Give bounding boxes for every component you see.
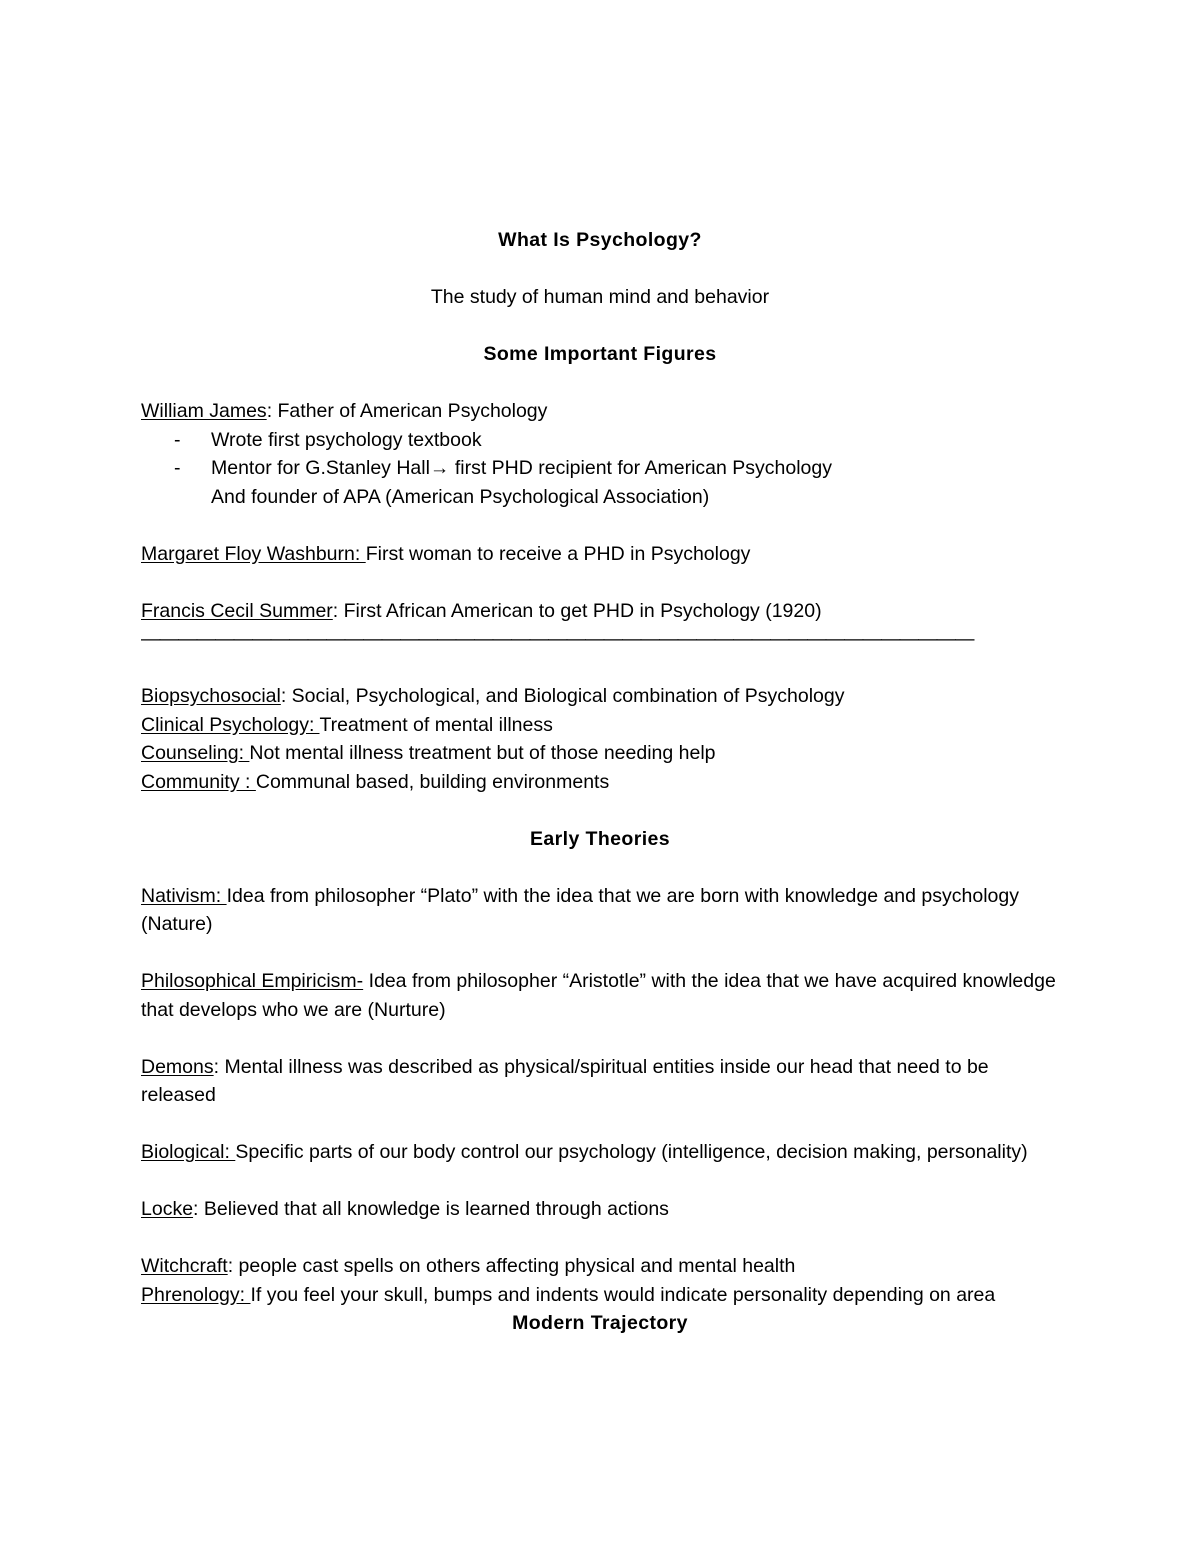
- theory-entry: [141, 967, 1059, 1024]
- field-term: Counseling:: [141, 742, 250, 764]
- theory-description: : Believed that all knowledge is learned through actions: [193, 1198, 669, 1220]
- theory-term: Biological:: [141, 1141, 236, 1163]
- list-item-text: Mentor for G.Stanley Hall→ first PHD recipient for American Psychology: [211, 457, 832, 479]
- theory-term: Demons: [141, 1055, 214, 1078]
- figure-description: : Father of American Psychology: [266, 400, 548, 422]
- field-entry: [141, 711, 1059, 740]
- section-heading-early-theories: Early Theories: [530, 827, 670, 850]
- theory-description: : people cast spells on others affecting physical and mental health: [227, 1255, 796, 1277]
- theory-entry: [141, 1053, 1059, 1110]
- section-heading-figures: Some Important Figures: [483, 343, 717, 365]
- figure-term: Francis Cecil Summer: [141, 599, 333, 622]
- field-term: Clinical Psychology:: [141, 713, 320, 736]
- divider-line: —————————————————————————————————————————————: [141, 628, 974, 650]
- figure-description: First woman to receive a PHD in Psychology: [365, 542, 751, 565]
- page-title: What Is Psychology?: [498, 229, 702, 251]
- theory-entry: [141, 1195, 1059, 1224]
- field-entry: [141, 739, 1059, 768]
- figure-description: : First African American to get PHD in Psychology (1920): [332, 599, 822, 622]
- figure-entry: [141, 597, 1059, 626]
- theory-entry: [141, 882, 1059, 939]
- figure-entry: [141, 540, 1059, 569]
- theory-description: If you feel your skull, bumps and indents would indicate personality depending on area: [250, 1283, 996, 1306]
- theory-term: Witchcraft: [141, 1255, 228, 1277]
- bullet-dash: -: [174, 457, 181, 479]
- figure-entry: [141, 397, 1059, 426]
- list-item-continuation: And founder of APA (American Psychological Association): [211, 485, 710, 508]
- theory-term: Locke: [141, 1198, 194, 1220]
- theory-term: Nativism:: [141, 884, 227, 907]
- field-term: Community :: [141, 770, 256, 793]
- list-item-text: Wrote first psychology textbook: [211, 428, 482, 451]
- field-description: Not mental illness treatment but of those needing help: [249, 742, 716, 764]
- list-item: [141, 426, 1059, 455]
- field-entry: [141, 682, 1059, 711]
- theory-entry: [141, 1138, 1059, 1167]
- field-description: : Social, Psychological, and Biological combination of Psychology: [280, 685, 845, 707]
- theory-description: : Mental illness was described as physical/spiritual entities inside our head that need to be released: [141, 1055, 989, 1106]
- theory-entry: [141, 1281, 1059, 1310]
- figure-term: Margaret Floy Washburn:: [141, 542, 366, 565]
- definition-text: The study of human mind and behavior: [430, 286, 770, 308]
- theory-description: Idea from philosopher “Aristotle” with the idea that we have acquired knowledge that develops who we are (Nurture): [141, 970, 1056, 1021]
- field-description: Treatment of mental illness: [319, 713, 553, 736]
- list-item: [141, 454, 1059, 483]
- field-term: Biopsychosocial: [141, 685, 281, 707]
- theory-entry: [141, 1252, 1059, 1281]
- document-body: [141, 226, 1059, 1338]
- theory-description: Idea from philosopher “Plato” with the idea that we are born with knowledge and psychology (Nature): [141, 884, 1019, 935]
- section-heading-modern-trajectory: Modern Trajectory: [512, 1312, 688, 1334]
- theory-term: Phrenology:: [141, 1283, 251, 1306]
- figure-term: William James: [141, 400, 267, 422]
- theory-term: Philosophical Empiricism-: [141, 970, 364, 992]
- theory-description: Specific parts of our body control our psychology (intelligence, decision making, personality): [235, 1141, 1028, 1163]
- bullet-dash: -: [174, 428, 181, 451]
- field-entry: [141, 768, 1059, 797]
- field-description: Communal based, building environments: [255, 770, 610, 793]
